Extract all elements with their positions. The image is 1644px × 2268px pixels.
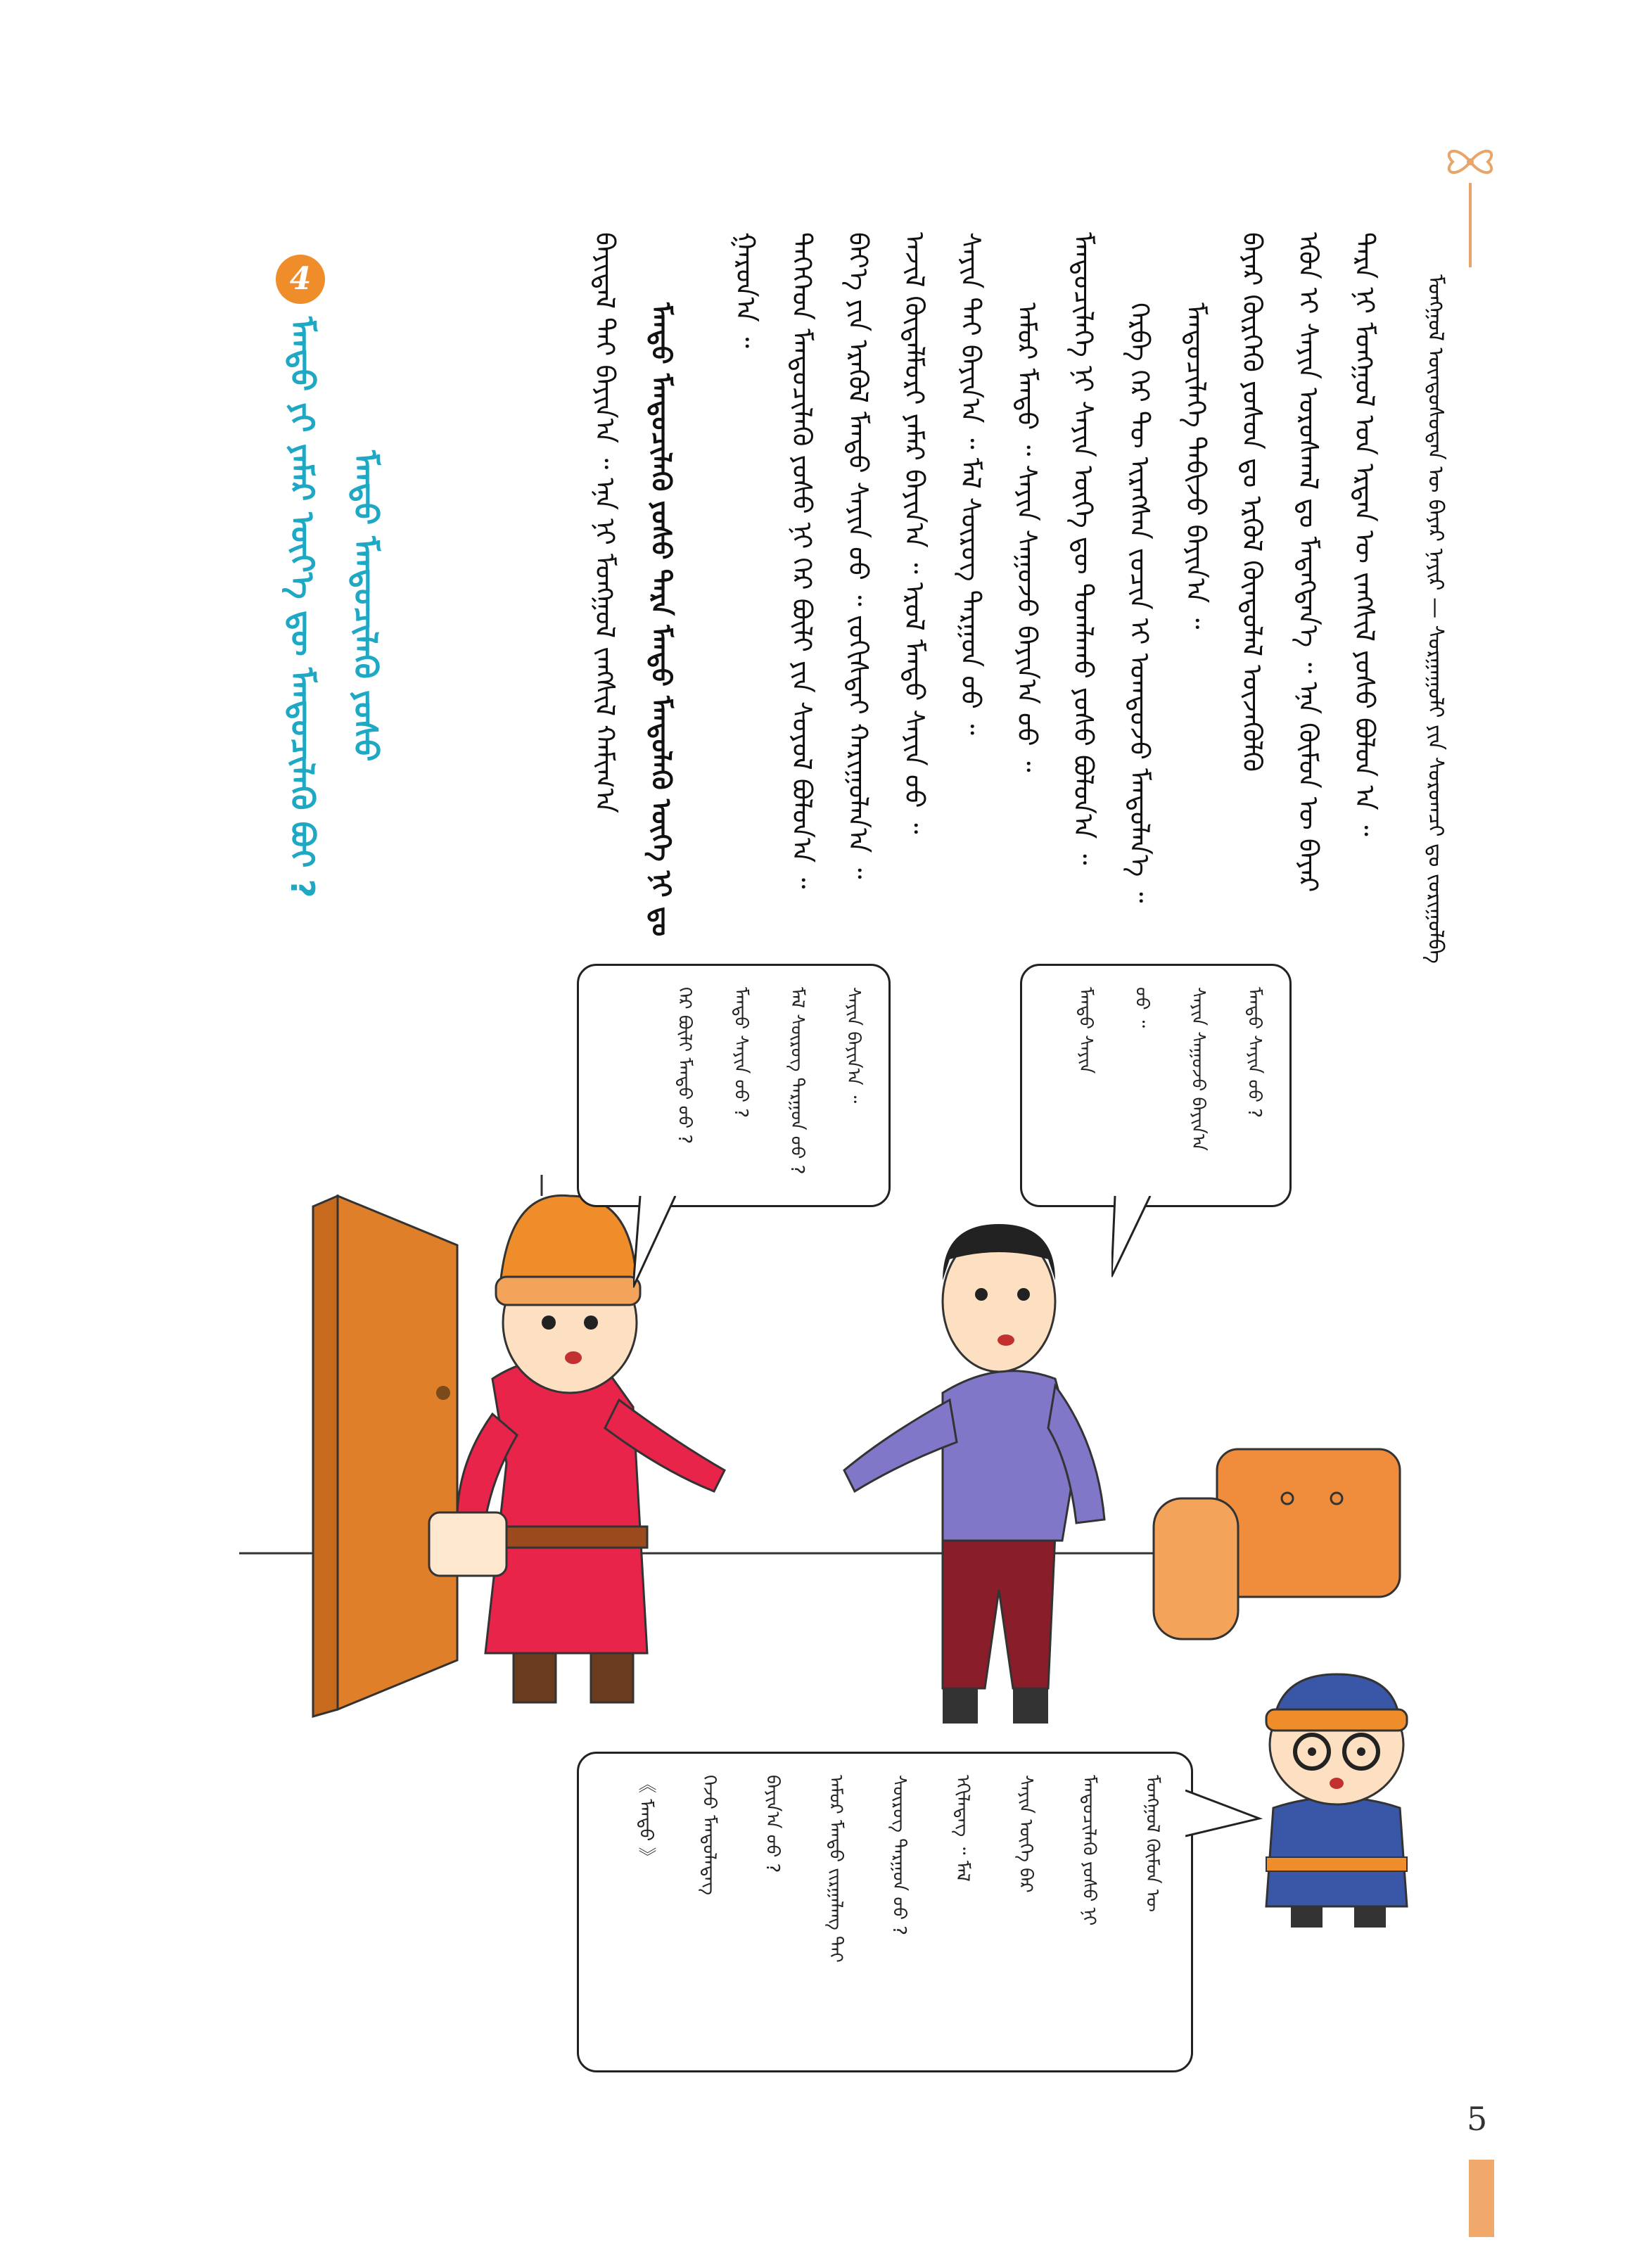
body-line: ᠠᠵᠢᠯ ᠬᠥᠳᠡᠯᠮᠦᠷᠢ ᠶᠠᠮᠠᠷ ᠪᠠᠶᠢᠨ᠎ᠠ ᠃ ᠡᠷᠦᠯ ᠮᠡᠨᠳᠦ ᠰᠠᠶᠢᠨ ᠤᠤ ᠃ [899, 232, 930, 834]
man-in-purple [844, 1224, 1104, 1724]
boy-with-glasses [1266, 1674, 1407, 1928]
bubble-text: ᠤᠤ ᠃ [1131, 987, 1152, 1028]
body-line: ᠡᠭᠦᠨ ᠢ ᠰᠠᠶᠢᠨ ᠤᠷᠤᠰᠬᠠᠯ ᠳᠤ ᠮᠡᠳᠡᠭᠳᠡᠨ᠎ᠡ ᠃ ᠡᠨᠡ ᠬᠦᠮᠦᠨ ᠦ ᠪᠠᠶᠠᠷ [1293, 232, 1324, 893]
bubble-text: ᠪᠠᠶᠢᠨ᠎ᠠ ᠤᠤ ? [762, 1775, 783, 1873]
speech-bubble-right [1020, 964, 1292, 1207]
bubble-text: ᠰᠠᠶᠢᠨ ᠦᠭᠡ ᠪᠠᠷ [1015, 1775, 1036, 1893]
body-line: ᠬᠡᠷᠪᠡ ᠭᠡᠷ ᠲᠦ ᠢᠷᠡᠭᠰᠡᠨ ᠵᠣᠴᠢᠨ ᠢ ᠤᠭᠲᠤᠵᠤ ᠮᠡᠨᠳᠦᠯᠡᠨ᠎ᠡ ᠃ [1124, 302, 1155, 903]
bubble-tail-bottom [1185, 1787, 1263, 1850]
question-line-1: ᠮᠡᠨᠳᠦ ᠶᠢ ᠶᠠᠮᠠᠷ ᠦᠶ᠎ᠡ ᠳᠦ ᠮᠡᠨᠳᠦᠴᠢᠯᠡᠬᠦ ᠪᠤᠢ ? [283, 317, 321, 898]
body-line: ᠮᠡᠨᠳᠦ ᠮᠡᠨᠳᠦᠴᠢᠯᠡᠬᠦ ᠶᠣᠰᠣ ᠲᠡᠷᠡ ᠮᠡᠨᠳᠦ ᠮᠡᠨᠳᠦᠯᠡᠬᠦ ᠦᠭᠡ ᠨᠢ ᠳᠤ [646, 302, 677, 937]
door [313, 1196, 457, 1716]
bubble-text: ᠭᠡᠷ ᠪᠦᠯᠢ ᠮᠡᠨᠳᠦ ᠤᠤ ? [674, 987, 695, 1145]
sofa [1154, 1449, 1400, 1639]
speech-bubble-bottom [577, 1752, 1193, 2072]
bubble-text: ᠠᠮᠤᠷ ᠮᠡᠨᠳᠦ ᠵᠢᠷᠭᠠᠯᠠᠩ ᠲᠠᠢ [825, 1775, 846, 1963]
bubble-text: ᠮᠡᠨᠳᠦᠴᠢᠯᠡᠬᠦ ᠶᠣᠰᠣ ᠨᠢ [1078, 1775, 1100, 1926]
speech-bubble-left [577, 964, 891, 1207]
question-line-2: ᠮᠡᠨᠳᠦ ᠮᠡᠨᠳᠦᠴᠢᠯᠡᠬᠦ ᠶᠣᠰᠣ [347, 450, 385, 762]
bubble-text: ᠮᠡᠨᠳᠦ ᠰᠠᠶᠢᠨ ᠤᠤ ? [730, 987, 751, 1119]
bubble-text: ᠮᠡᠨᠳᠦ ᠰᠠᠶᠢᠨ [1075, 987, 1096, 1074]
body-line: ᠭᠠᠷᠤᠨ᠎ᠠ ᠃ [730, 232, 761, 348]
page-tab [1469, 2160, 1494, 2237]
bubble-text: ᠰᠠᠶᠢᠨ ᠰᠠᠭᠤᠵᠤ ᠪᠠᠶᠢᠨ᠎ᠠ [1187, 987, 1209, 1151]
bubble-tail-left [633, 1196, 682, 1294]
bubble-text: ᠮᠠᠯ ᠰᠦᠷᠦᠭ ᠲᠠᠷᠭᠤᠨ ᠤᠤ ? [786, 987, 808, 1175]
body-line: ᠠᠮᠤᠷ ᠮᠡᠨᠳᠦ ᠃ ᠰᠠᠶᠢᠨ ᠰᠠᠭᠤᠵᠤ ᠪᠠᠶᠢᠨ᠎ᠠ ᠤᠤ ᠃ [1012, 302, 1043, 772]
bubble-text: ᠰᠠᠶᠢᠨ ᠪᠠᠶᠢᠨ᠎ᠠ ᠃ [843, 987, 864, 1104]
bubble-text: ᠭᠡᠵᠦ ᠮᠡᠨᠳᠦᠯᠡᠳᠡᠭ [699, 1775, 720, 1895]
question-number-badge: 4 [276, 255, 325, 304]
bubble-text: ᠡᠬᠢᠯᠡᠳᠡᠭ ᠃ ᠮᠠᠯ [952, 1775, 973, 1882]
body-line: ᠪᠠᠶᠠᠷ ᠬᠦᠷᠭᠡᠬᠦ ᠶᠣᠰᠣᠨ ᠳᠤ ᠡᠷᠭᠦᠯ ᠬᠦᠨᠳᠦᠯᠡᠯ ᠦᠵᠡᠭᠦᠯᠬᠦ [1237, 232, 1268, 772]
body-line: ᠲᠡᠭᠡᠭᠡᠳ ᠮᠡᠨᠳᠦᠴᠢᠯᠡᠬᠦ ᠶᠣᠰᠣ ᠨᠢ ᠭᠡᠷ ᠪᠦᠯᠢ ᠶᠢᠨ ᠰᠣᠶᠣᠯ ᠪᠣᠯᠤᠨ᠎ᠠ ᠃ [786, 232, 817, 889]
body-line: ᠲᠡᠷᠡ ᠨᠢ ᠮᠣᠩᠭᠣᠯ ᠤᠨ ᠡᠷᠲᠡᠨ ᠦ ᠵᠠᠩᠰᠢᠯ ᠶᠣᠰᠣ ᠪᠣᠯᠤᠨ ᠠ ᠃ [1349, 232, 1380, 836]
bubble-text: 《 ᠮᠡᠨᠳᠦ 》 [635, 1775, 656, 1866]
bubble-text: ᠮᠣᠩᠭᠣᠯ ᠬᠦᠮᠦᠨ ᠦ [1142, 1775, 1163, 1912]
bubble-tail-right [1111, 1196, 1154, 1280]
body-line: ᠮᠡᠨᠳᠦᠴᠢᠯᠡᠭᠡ ᠲᠠᠪᠢᠵᠤ ᠪᠠᠶᠢᠨ᠎ᠠ ᠃ [1180, 302, 1211, 630]
body-line: ᠮᠡᠨᠳᠦᠴᠢᠯᠡᠭᠡ ᠨᠢ ᠰᠠᠶᠢᠨ ᠦᠭᠡ ᠳᠦ ᠲᠤᠭᠯᠠᠬᠤ ᠶᠣᠰᠣ ᠪᠣᠯᠤᠨ᠎ᠠ ᠃ [1068, 232, 1099, 865]
bubble-text: ᠰᠦᠷᠦᠭ ᠲᠠᠷᠭᠤᠨ ᠤᠤ ? [888, 1775, 910, 1936]
running-title: ᠮᠣᠩᠭᠣᠯ ᠦᠨᠳᠦᠰᠦᠲᠡᠨ ᠦ ᠪᠠᠶᠠᠷ ᠨᠠᠶᠢᠷ — ᠰᠤᠷᠭᠠᠭᠤᠯᠢ ᠶᠢᠨ ᠰᠤᠷᠤᠭᠴᠢ ᠳᠤ ᠵᠣᠷᠢᠭᠤᠯᠪᠠ [1423, 274, 1448, 964]
body-line: ᠪᠡᠶ᠎ᠡ ᠶᠢᠨ ᠡᠷᠡᠭᠦᠯ ᠮᠡᠨᠳᠦ ᠰᠠᠶᠢᠨ ᠤᠤ ᠃ ᠵᠣᠬᠢᠰᠲᠠᠢ ᠬᠠᠷᠢᠭᠤᠯᠠᠨ᠎ᠠ ᠃ [843, 232, 874, 879]
page-number: 5 [1467, 2100, 1488, 2138]
body-line: ᠪᠠᠶᠢᠳᠠᠯ ᠲᠠᠢ ᠪᠠᠶᠢᠨ᠎ᠠ ᠃ ᠡᠨᠡ ᠨᠢ ᠮᠣᠩᠭᠣᠯ ᠵᠠᠩᠰᠢᠯ ᠬᠠᠮᠢᠭ᠎ᠠ [590, 232, 620, 813]
body-line: ᠰᠠᠶᠢᠨ ᠲᠠᠢ ᠪᠠᠶᠢᠨ᠎ᠠ ᠃ ᠮᠠᠯ ᠰᠦᠷᠦᠭ ᠲᠠᠷᠭᠤᠨ ᠤᠤ ᠃ [955, 232, 986, 735]
bubble-text: ᠮᠡᠨᠳᠦ ᠰᠠᠶᠢᠨ ᠤᠤ ? [1244, 987, 1265, 1119]
